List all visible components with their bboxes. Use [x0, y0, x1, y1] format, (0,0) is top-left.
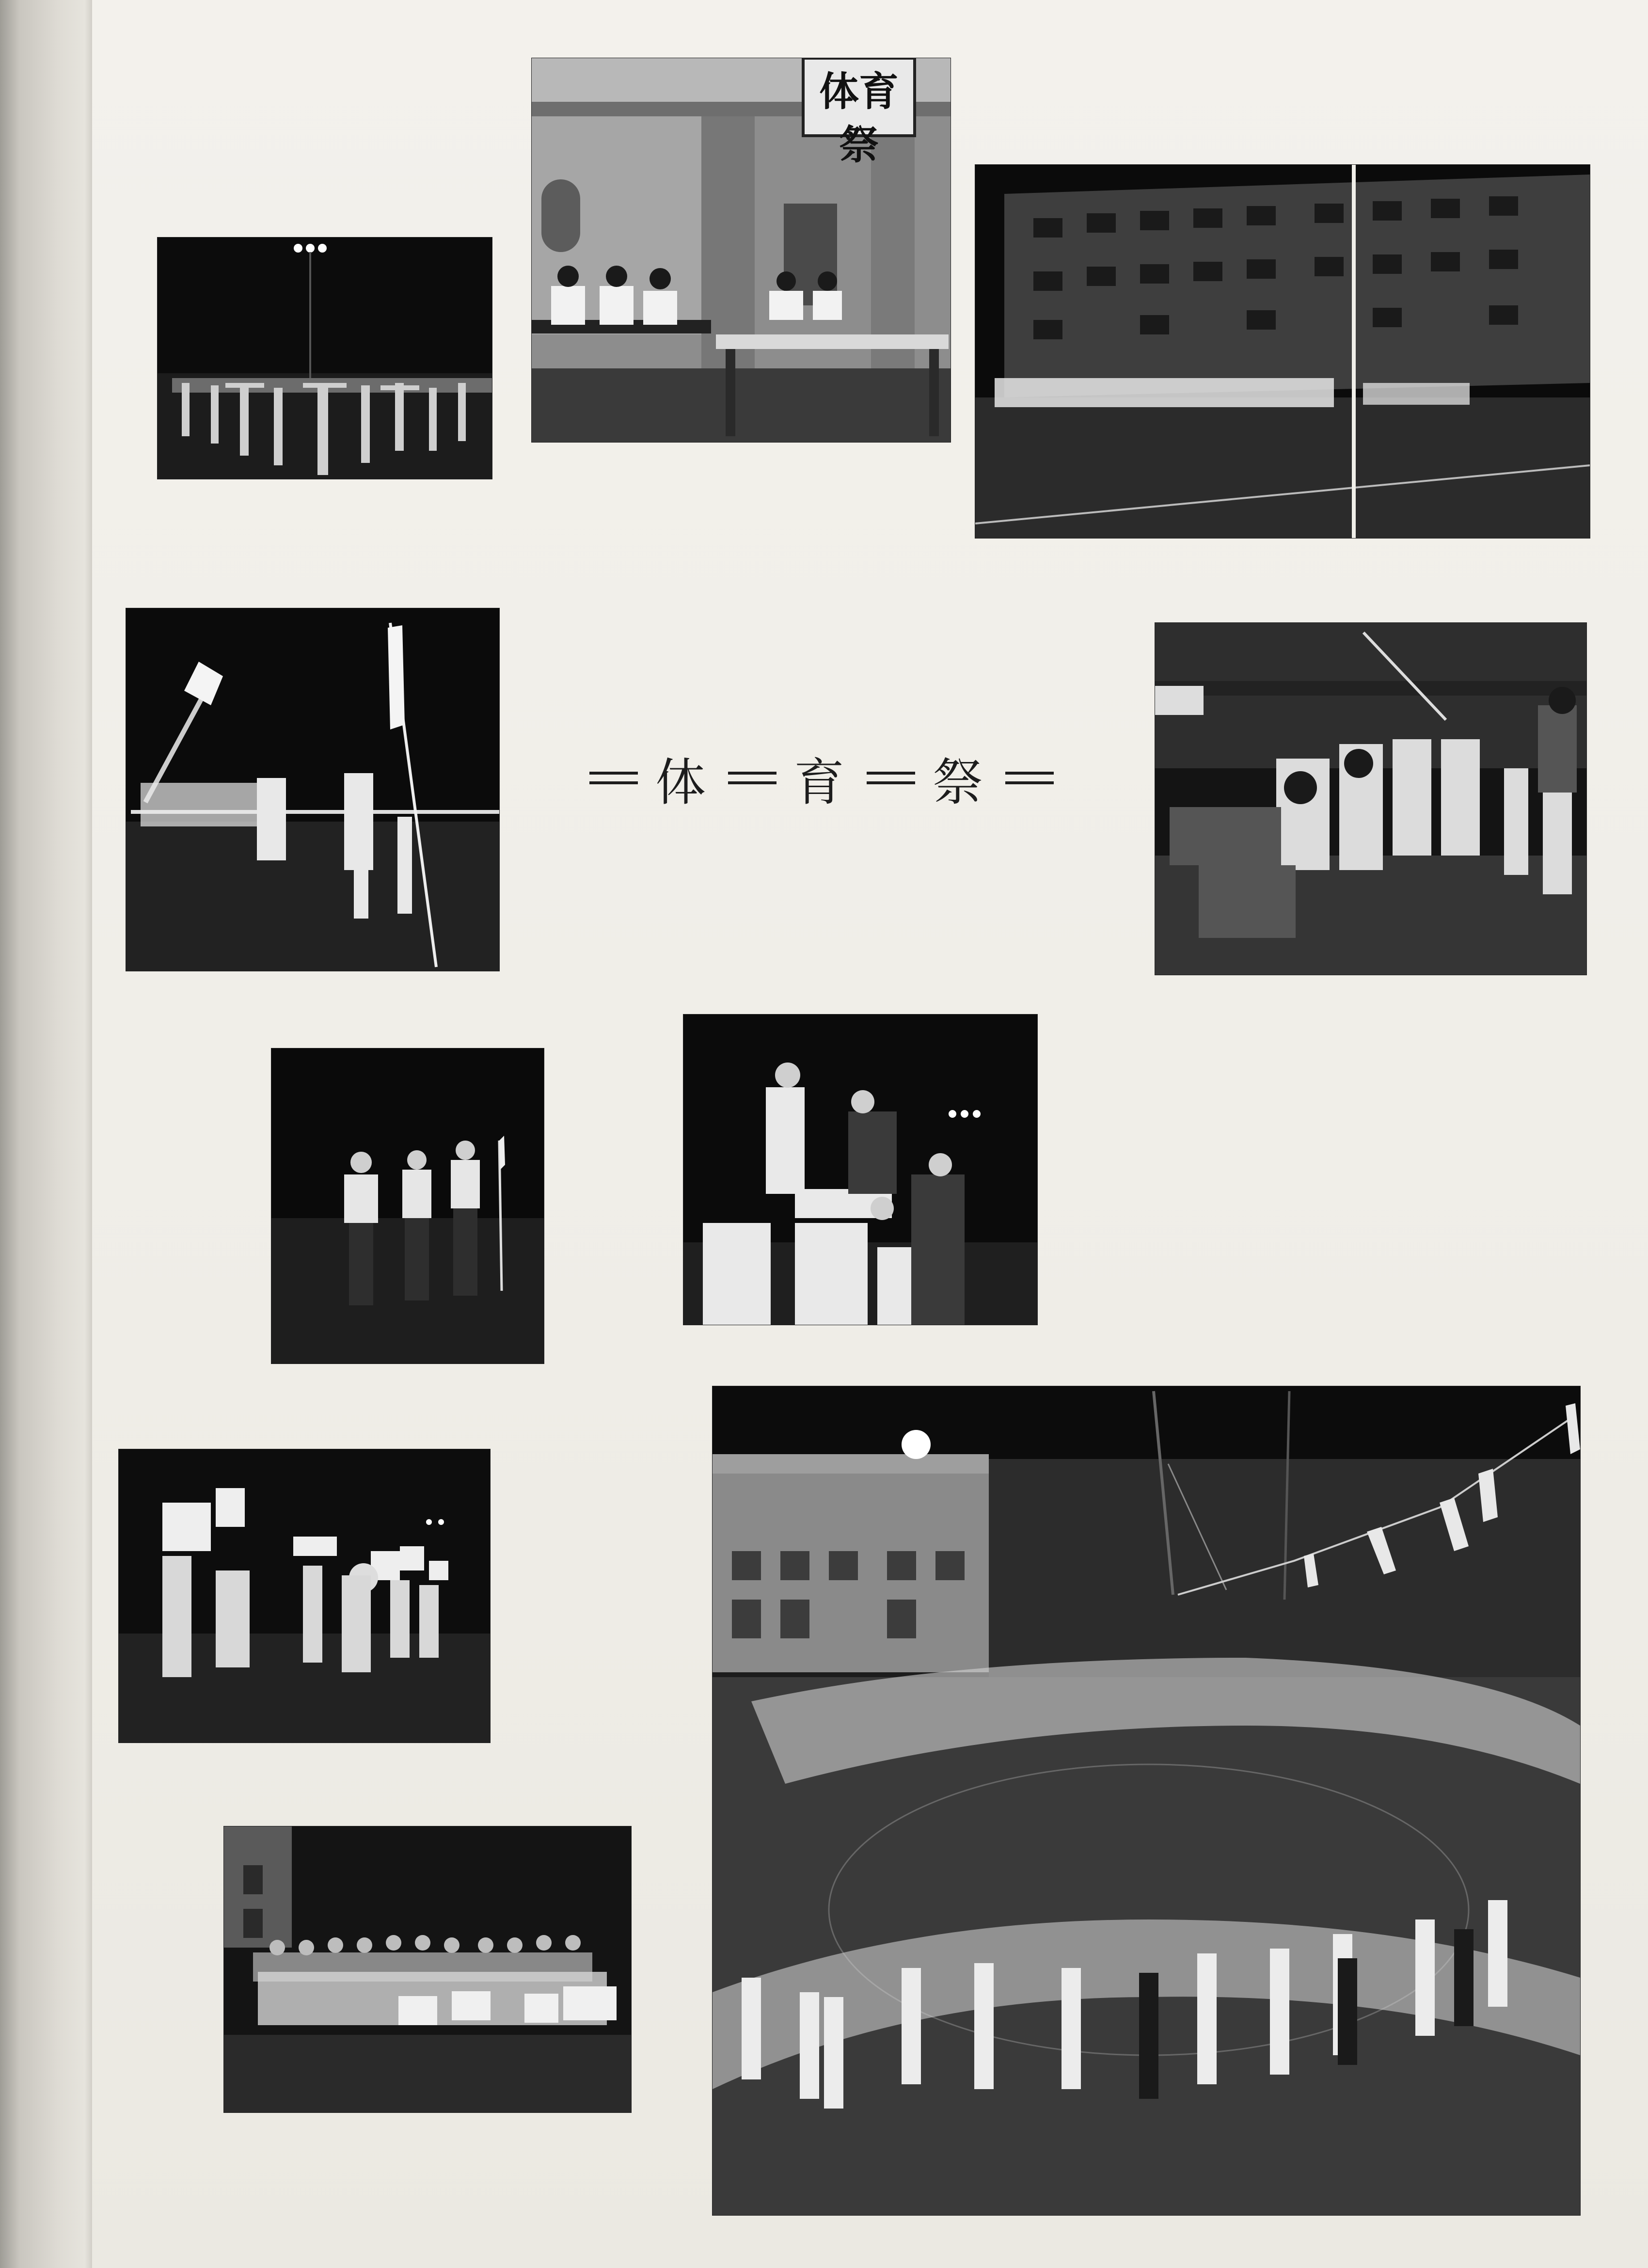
- photo-tug-of-war-flag: [126, 608, 499, 971]
- photo-folk-dance-circle: [713, 1386, 1580, 2215]
- title-char: 体: [655, 753, 711, 812]
- photo-group-with-placards: [224, 1826, 631, 2112]
- festival-sign: 体育祭: [819, 68, 899, 168]
- photo-march-past: [975, 165, 1590, 538]
- title-rule: [1005, 772, 1054, 784]
- photo-teachers-relay: [271, 1048, 544, 1364]
- title-char: 育: [793, 753, 849, 812]
- photo-cavalry-battle: [683, 1015, 1037, 1325]
- photo-costume-parade: [119, 1449, 490, 1743]
- title-char: 祭: [933, 753, 988, 812]
- title-rule: [728, 772, 776, 784]
- book-gutter: [0, 0, 92, 2268]
- page-title: [543, 746, 1100, 812]
- title-rule: [867, 772, 915, 784]
- photo-judges-table: [532, 58, 951, 442]
- title-rule: [589, 772, 638, 784]
- photo-night-calisthenics: [158, 238, 492, 479]
- photo-tug-of-war-close: [1155, 623, 1586, 975]
